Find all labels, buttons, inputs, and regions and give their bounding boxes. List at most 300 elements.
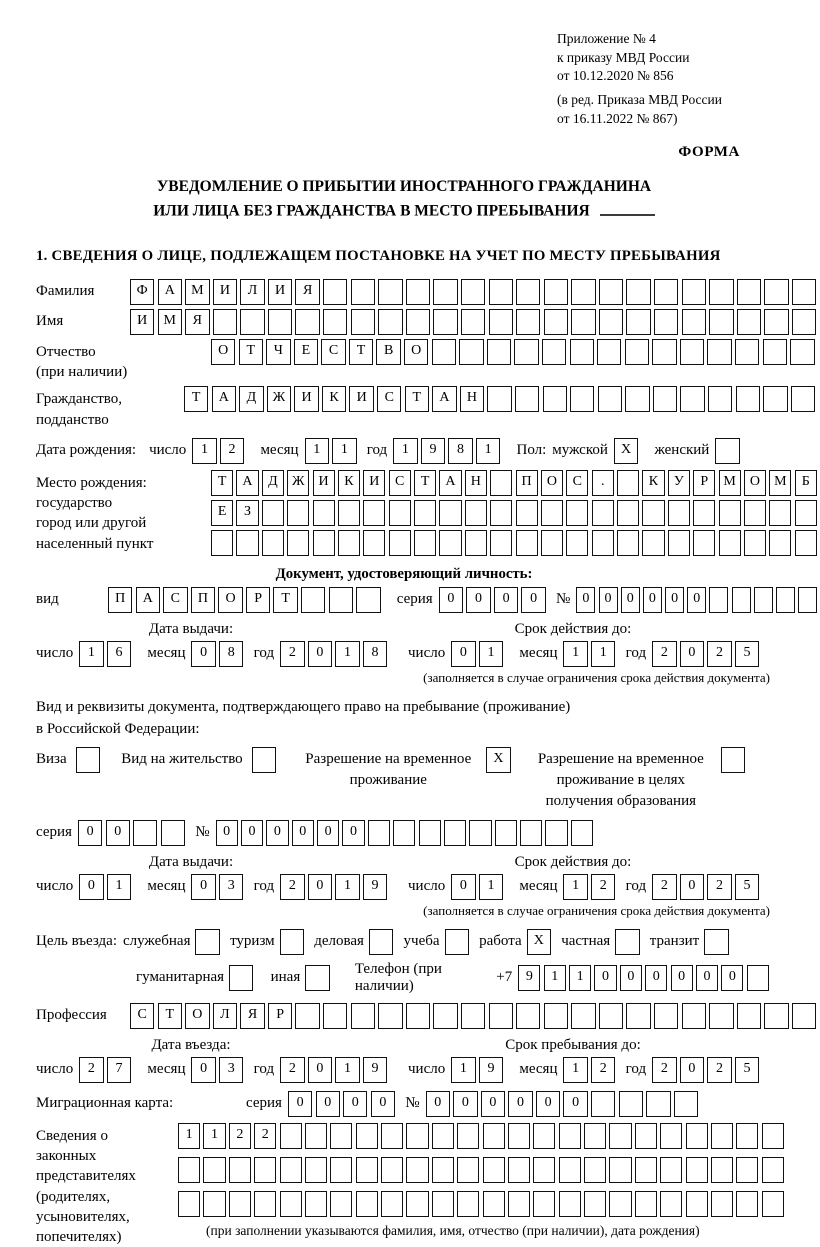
char-cell[interactable] xyxy=(686,1191,708,1217)
char-cell[interactable]: 2 xyxy=(652,874,676,900)
char-cell[interactable] xyxy=(313,530,335,556)
char-cell[interactable] xyxy=(432,1157,454,1183)
char-cell[interactable] xyxy=(747,965,769,991)
char-cell[interactable] xyxy=(516,1003,540,1029)
char-cell[interactable] xyxy=(559,1123,581,1149)
char-cell[interactable]: 0 xyxy=(371,1091,395,1117)
char-cell[interactable] xyxy=(305,1123,327,1149)
char-cell[interactable] xyxy=(483,1191,505,1217)
char-cell[interactable]: 9 xyxy=(363,1057,387,1083)
char-cell[interactable] xyxy=(252,747,276,773)
char-cell[interactable]: 0 xyxy=(599,587,618,613)
char-cell[interactable]: 0 xyxy=(79,874,103,900)
char-cell[interactable]: 0 xyxy=(191,874,215,900)
char-cell[interactable]: Л xyxy=(213,1003,237,1029)
char-cell[interactable]: 0 xyxy=(645,965,667,991)
char-cell[interactable]: 0 xyxy=(451,874,475,900)
char-cell[interactable] xyxy=(693,500,715,526)
char-cell[interactable] xyxy=(213,309,237,335)
char-cell[interactable] xyxy=(776,587,795,613)
char-cell[interactable]: О xyxy=(404,339,428,365)
char-cell[interactable] xyxy=(338,530,360,556)
char-cell[interactable] xyxy=(305,1191,327,1217)
char-cell[interactable] xyxy=(368,820,390,846)
char-cell[interactable] xyxy=(287,530,309,556)
char-cell[interactable]: Д xyxy=(239,386,263,412)
char-cell[interactable]: Н xyxy=(460,386,484,412)
char-cell[interactable]: 2 xyxy=(707,874,731,900)
char-cell[interactable] xyxy=(76,747,100,773)
char-cell[interactable] xyxy=(660,1157,682,1183)
char-cell[interactable] xyxy=(195,929,219,955)
char-cell[interactable] xyxy=(287,500,309,526)
char-cell[interactable]: Н xyxy=(465,470,487,496)
char-cell[interactable] xyxy=(571,309,595,335)
char-cell[interactable]: 0 xyxy=(563,1091,587,1117)
char-cell[interactable] xyxy=(280,1191,302,1217)
char-cell[interactable] xyxy=(389,500,411,526)
char-cell[interactable] xyxy=(635,1157,657,1183)
char-cell[interactable] xyxy=(439,530,461,556)
char-cell[interactable] xyxy=(516,500,538,526)
char-cell[interactable] xyxy=(461,1003,485,1029)
char-cell[interactable]: Я xyxy=(185,309,209,335)
char-cell[interactable] xyxy=(301,587,325,613)
char-cell[interactable]: 7 xyxy=(107,1057,131,1083)
char-cell[interactable]: 5 xyxy=(735,641,759,667)
char-cell[interactable] xyxy=(544,309,568,335)
char-cell[interactable] xyxy=(323,279,347,305)
char-cell[interactable]: В xyxy=(376,339,400,365)
char-cell[interactable] xyxy=(280,929,304,955)
char-cell[interactable] xyxy=(508,1123,530,1149)
char-cell[interactable]: И xyxy=(213,279,237,305)
char-cell[interactable] xyxy=(351,1003,375,1029)
char-cell[interactable] xyxy=(646,1091,670,1117)
char-cell[interactable] xyxy=(295,309,319,335)
char-cell[interactable] xyxy=(708,386,732,412)
char-cell[interactable] xyxy=(609,1157,631,1183)
char-cell[interactable] xyxy=(490,470,512,496)
char-cell[interactable] xyxy=(686,1157,708,1183)
char-cell[interactable]: М xyxy=(769,470,791,496)
char-cell[interactable] xyxy=(744,500,766,526)
char-cell[interactable]: А xyxy=(439,470,461,496)
char-cell[interactable] xyxy=(709,309,733,335)
char-cell[interactable] xyxy=(617,470,639,496)
char-cell[interactable] xyxy=(487,386,511,412)
char-cell[interactable] xyxy=(737,279,761,305)
char-cell[interactable] xyxy=(414,530,436,556)
char-cell[interactable] xyxy=(652,339,676,365)
char-cell[interactable] xyxy=(762,1157,784,1183)
char-cell[interactable]: 2 xyxy=(591,1057,615,1083)
char-cell[interactable]: 1 xyxy=(591,641,615,667)
char-cell[interactable] xyxy=(798,587,817,613)
char-cell[interactable] xyxy=(680,339,704,365)
char-cell[interactable] xyxy=(461,279,485,305)
char-cell[interactable] xyxy=(736,1123,758,1149)
char-cell[interactable] xyxy=(351,309,375,335)
char-cell[interactable] xyxy=(584,1191,606,1217)
char-cell[interactable] xyxy=(635,1123,657,1149)
char-cell[interactable] xyxy=(133,820,157,846)
char-cell[interactable]: 2 xyxy=(707,641,731,667)
char-cell[interactable]: Т xyxy=(239,339,263,365)
char-cell[interactable] xyxy=(544,1003,568,1029)
char-cell[interactable]: 0 xyxy=(78,820,102,846)
char-cell[interactable] xyxy=(754,587,773,613)
char-cell[interactable]: X xyxy=(614,438,638,464)
char-cell[interactable] xyxy=(483,1123,505,1149)
char-cell[interactable]: X xyxy=(486,747,510,773)
char-cell[interactable]: Ч xyxy=(266,339,290,365)
char-cell[interactable]: И xyxy=(294,386,318,412)
char-cell[interactable] xyxy=(330,1191,352,1217)
char-cell[interactable] xyxy=(744,530,766,556)
char-cell[interactable] xyxy=(338,500,360,526)
char-cell[interactable]: 0 xyxy=(680,874,704,900)
char-cell[interactable]: И xyxy=(349,386,373,412)
char-cell[interactable]: 0 xyxy=(680,1057,704,1083)
char-cell[interactable]: О xyxy=(218,587,242,613)
char-cell[interactable]: 1 xyxy=(451,1057,475,1083)
char-cell[interactable]: С xyxy=(163,587,187,613)
char-cell[interactable]: Т xyxy=(273,587,297,613)
char-cell[interactable]: 1 xyxy=(479,641,503,667)
char-cell[interactable] xyxy=(389,530,411,556)
char-cell[interactable] xyxy=(762,1123,784,1149)
char-cell[interactable] xyxy=(660,1191,682,1217)
char-cell[interactable] xyxy=(356,587,380,613)
char-cell[interactable]: Л xyxy=(240,279,264,305)
char-cell[interactable] xyxy=(363,530,385,556)
char-cell[interactable] xyxy=(240,309,264,335)
char-cell[interactable]: 1 xyxy=(305,438,329,464)
char-cell[interactable] xyxy=(592,500,614,526)
char-cell[interactable]: М xyxy=(185,279,209,305)
char-cell[interactable] xyxy=(795,500,817,526)
char-cell[interactable] xyxy=(541,530,563,556)
char-cell[interactable]: С xyxy=(377,386,401,412)
char-cell[interactable]: 2 xyxy=(220,438,244,464)
char-cell[interactable]: 2 xyxy=(591,874,615,900)
char-cell[interactable] xyxy=(762,1191,784,1217)
char-cell[interactable]: 1 xyxy=(393,438,417,464)
char-cell[interactable]: С xyxy=(130,1003,154,1029)
char-cell[interactable] xyxy=(682,279,706,305)
char-cell[interactable] xyxy=(545,820,567,846)
char-cell[interactable] xyxy=(229,1191,251,1217)
char-cell[interactable] xyxy=(254,1191,276,1217)
char-cell[interactable]: 1 xyxy=(332,438,356,464)
char-cell[interactable]: М xyxy=(158,309,182,335)
char-cell[interactable]: А xyxy=(212,386,236,412)
char-cell[interactable]: 0 xyxy=(671,965,693,991)
char-cell[interactable] xyxy=(599,309,623,335)
char-cell[interactable] xyxy=(515,386,539,412)
char-cell[interactable] xyxy=(719,500,741,526)
char-cell[interactable] xyxy=(660,1123,682,1149)
char-cell[interactable]: 0 xyxy=(241,820,263,846)
char-cell[interactable]: 1 xyxy=(563,641,587,667)
char-cell[interactable] xyxy=(508,1157,530,1183)
char-cell[interactable]: Я xyxy=(295,279,319,305)
char-cell[interactable]: К xyxy=(338,470,360,496)
char-cell[interactable] xyxy=(433,279,457,305)
char-cell[interactable] xyxy=(737,309,761,335)
char-cell[interactable] xyxy=(487,339,511,365)
char-cell[interactable]: И xyxy=(268,279,292,305)
char-cell[interactable]: О xyxy=(744,470,766,496)
char-cell[interactable] xyxy=(516,530,538,556)
char-cell[interactable] xyxy=(489,1003,513,1029)
char-cell[interactable]: 0 xyxy=(451,641,475,667)
char-cell[interactable] xyxy=(790,339,814,365)
char-cell[interactable] xyxy=(763,386,787,412)
char-cell[interactable]: 9 xyxy=(518,965,540,991)
char-cell[interactable] xyxy=(356,1123,378,1149)
char-cell[interactable] xyxy=(597,339,621,365)
char-cell[interactable] xyxy=(323,309,347,335)
char-cell[interactable]: 1 xyxy=(178,1123,200,1149)
char-cell[interactable] xyxy=(642,530,664,556)
char-cell[interactable] xyxy=(178,1191,200,1217)
char-cell[interactable]: 0 xyxy=(266,820,288,846)
char-cell[interactable]: 0 xyxy=(687,587,706,613)
char-cell[interactable] xyxy=(584,1123,606,1149)
char-cell[interactable] xyxy=(619,1091,643,1117)
char-cell[interactable] xyxy=(465,500,487,526)
char-cell[interactable] xyxy=(508,1191,530,1217)
char-cell[interactable] xyxy=(381,1157,403,1183)
char-cell[interactable]: 1 xyxy=(335,1057,359,1083)
char-cell[interactable]: 0 xyxy=(343,1091,367,1117)
char-cell[interactable] xyxy=(268,309,292,335)
char-cell[interactable] xyxy=(381,1123,403,1149)
char-cell[interactable] xyxy=(668,530,690,556)
char-cell[interactable] xyxy=(295,1003,319,1029)
char-cell[interactable] xyxy=(693,530,715,556)
char-cell[interactable] xyxy=(736,1191,758,1217)
char-cell[interactable] xyxy=(406,1123,428,1149)
char-cell[interactable] xyxy=(763,339,787,365)
char-cell[interactable] xyxy=(533,1123,555,1149)
char-cell[interactable]: 0 xyxy=(594,965,616,991)
char-cell[interactable]: И xyxy=(130,309,154,335)
char-cell[interactable] xyxy=(609,1123,631,1149)
char-cell[interactable] xyxy=(461,309,485,335)
char-cell[interactable]: Т xyxy=(211,470,233,496)
char-cell[interactable]: 8 xyxy=(363,641,387,667)
char-cell[interactable] xyxy=(469,820,491,846)
char-cell[interactable]: Т xyxy=(158,1003,182,1029)
char-cell[interactable]: С xyxy=(321,339,345,365)
char-cell[interactable]: 2 xyxy=(280,641,304,667)
char-cell[interactable] xyxy=(262,500,284,526)
char-cell[interactable]: 0 xyxy=(426,1091,450,1117)
char-cell[interactable] xyxy=(791,386,815,412)
char-cell[interactable]: 2 xyxy=(280,1057,304,1083)
char-cell[interactable] xyxy=(432,339,456,365)
char-cell[interactable]: Р xyxy=(246,587,270,613)
char-cell[interactable]: 0 xyxy=(288,1091,312,1117)
char-cell[interactable]: Р xyxy=(693,470,715,496)
char-cell[interactable]: Р xyxy=(268,1003,292,1029)
char-cell[interactable]: 0 xyxy=(643,587,662,613)
char-cell[interactable] xyxy=(520,820,542,846)
char-cell[interactable]: 6 xyxy=(107,641,131,667)
char-cell[interactable] xyxy=(543,386,567,412)
char-cell[interactable] xyxy=(406,1157,428,1183)
char-cell[interactable]: 0 xyxy=(191,1057,215,1083)
char-cell[interactable] xyxy=(571,1003,595,1029)
char-cell[interactable]: 0 xyxy=(696,965,718,991)
char-cell[interactable]: Б xyxy=(795,470,817,496)
char-cell[interactable]: 0 xyxy=(316,1091,340,1117)
char-cell[interactable] xyxy=(419,820,441,846)
char-cell[interactable]: А xyxy=(432,386,456,412)
char-cell[interactable]: 0 xyxy=(216,820,238,846)
char-cell[interactable]: 0 xyxy=(191,641,215,667)
char-cell[interactable] xyxy=(686,1123,708,1149)
char-cell[interactable]: 0 xyxy=(292,820,314,846)
char-cell[interactable] xyxy=(445,929,469,955)
char-cell[interactable] xyxy=(406,309,430,335)
char-cell[interactable] xyxy=(736,386,760,412)
char-cell[interactable]: 1 xyxy=(569,965,591,991)
char-cell[interactable]: 9 xyxy=(363,874,387,900)
char-cell[interactable] xyxy=(457,1123,479,1149)
char-cell[interactable]: К xyxy=(642,470,664,496)
char-cell[interactable] xyxy=(571,279,595,305)
char-cell[interactable]: 0 xyxy=(621,587,640,613)
char-cell[interactable] xyxy=(330,1157,352,1183)
char-cell[interactable] xyxy=(653,386,677,412)
char-cell[interactable]: У xyxy=(668,470,690,496)
char-cell[interactable] xyxy=(559,1157,581,1183)
char-cell[interactable] xyxy=(711,1157,733,1183)
char-cell[interactable]: 1 xyxy=(479,874,503,900)
char-cell[interactable] xyxy=(378,279,402,305)
char-cell[interactable] xyxy=(764,1003,788,1029)
char-cell[interactable]: 2 xyxy=(652,641,676,667)
char-cell[interactable] xyxy=(489,309,513,335)
char-cell[interactable]: 0 xyxy=(620,965,642,991)
char-cell[interactable] xyxy=(533,1191,555,1217)
char-cell[interactable]: Т xyxy=(414,470,436,496)
char-cell[interactable] xyxy=(769,530,791,556)
char-cell[interactable] xyxy=(615,929,639,955)
char-cell[interactable]: 1 xyxy=(563,1057,587,1083)
char-cell[interactable]: Е xyxy=(294,339,318,365)
char-cell[interactable] xyxy=(351,279,375,305)
char-cell[interactable] xyxy=(465,530,487,556)
char-cell[interactable] xyxy=(203,1157,225,1183)
char-cell[interactable] xyxy=(617,530,639,556)
char-cell[interactable] xyxy=(544,279,568,305)
char-cell[interactable] xyxy=(356,1191,378,1217)
char-cell[interactable]: 0 xyxy=(481,1091,505,1117)
char-cell[interactable]: 2 xyxy=(707,1057,731,1083)
char-cell[interactable] xyxy=(329,587,353,613)
char-cell[interactable] xyxy=(570,386,594,412)
char-cell[interactable] xyxy=(654,1003,678,1029)
char-cell[interactable]: Я xyxy=(240,1003,264,1029)
char-cell[interactable] xyxy=(369,929,393,955)
char-cell[interactable]: 1 xyxy=(544,965,566,991)
char-cell[interactable]: Ж xyxy=(287,470,309,496)
char-cell[interactable]: Ж xyxy=(267,386,291,412)
char-cell[interactable] xyxy=(414,500,436,526)
char-cell[interactable]: 1 xyxy=(203,1123,225,1149)
char-cell[interactable] xyxy=(566,530,588,556)
char-cell[interactable] xyxy=(280,1123,302,1149)
char-cell[interactable]: 1 xyxy=(79,641,103,667)
char-cell[interactable] xyxy=(654,309,678,335)
char-cell[interactable] xyxy=(709,587,728,613)
char-cell[interactable]: 9 xyxy=(479,1057,503,1083)
char-cell[interactable]: 0 xyxy=(308,1057,332,1083)
char-cell[interactable]: 5 xyxy=(735,874,759,900)
char-cell[interactable] xyxy=(764,279,788,305)
char-cell[interactable] xyxy=(566,500,588,526)
char-cell[interactable]: 0 xyxy=(680,641,704,667)
char-cell[interactable]: 0 xyxy=(576,587,595,613)
char-cell[interactable] xyxy=(406,1191,428,1217)
char-cell[interactable]: П xyxy=(191,587,215,613)
char-cell[interactable] xyxy=(406,1003,430,1029)
char-cell[interactable] xyxy=(178,1157,200,1183)
char-cell[interactable]: К xyxy=(322,386,346,412)
char-cell[interactable] xyxy=(457,1157,479,1183)
char-cell[interactable] xyxy=(635,1191,657,1217)
char-cell[interactable] xyxy=(356,1157,378,1183)
char-cell[interactable] xyxy=(381,1191,403,1217)
char-cell[interactable] xyxy=(599,1003,623,1029)
char-cell[interactable]: 9 xyxy=(421,438,445,464)
char-cell[interactable]: 2 xyxy=(229,1123,251,1149)
char-cell[interactable] xyxy=(433,309,457,335)
char-cell[interactable] xyxy=(211,530,233,556)
char-cell[interactable] xyxy=(330,1123,352,1149)
char-cell[interactable] xyxy=(792,1003,816,1029)
char-cell[interactable]: З xyxy=(236,500,258,526)
char-cell[interactable]: П xyxy=(516,470,538,496)
char-cell[interactable] xyxy=(323,1003,347,1029)
char-cell[interactable]: М xyxy=(719,470,741,496)
char-cell[interactable] xyxy=(721,747,745,773)
char-cell[interactable]: А xyxy=(236,470,258,496)
char-cell[interactable] xyxy=(737,1003,761,1029)
char-cell[interactable] xyxy=(570,339,594,365)
char-cell[interactable] xyxy=(313,500,335,526)
char-cell[interactable]: 3 xyxy=(219,874,243,900)
char-cell[interactable]: 1 xyxy=(476,438,500,464)
char-cell[interactable] xyxy=(433,1003,457,1029)
char-cell[interactable] xyxy=(711,1123,733,1149)
char-cell[interactable] xyxy=(617,500,639,526)
char-cell[interactable]: Ф xyxy=(130,279,154,305)
char-cell[interactable] xyxy=(704,929,728,955)
char-cell[interactable] xyxy=(609,1191,631,1217)
char-cell[interactable] xyxy=(516,309,540,335)
char-cell[interactable] xyxy=(668,500,690,526)
char-cell[interactable] xyxy=(792,279,816,305)
char-cell[interactable]: 1 xyxy=(563,874,587,900)
char-cell[interactable] xyxy=(406,279,430,305)
char-cell[interactable] xyxy=(305,1157,327,1183)
